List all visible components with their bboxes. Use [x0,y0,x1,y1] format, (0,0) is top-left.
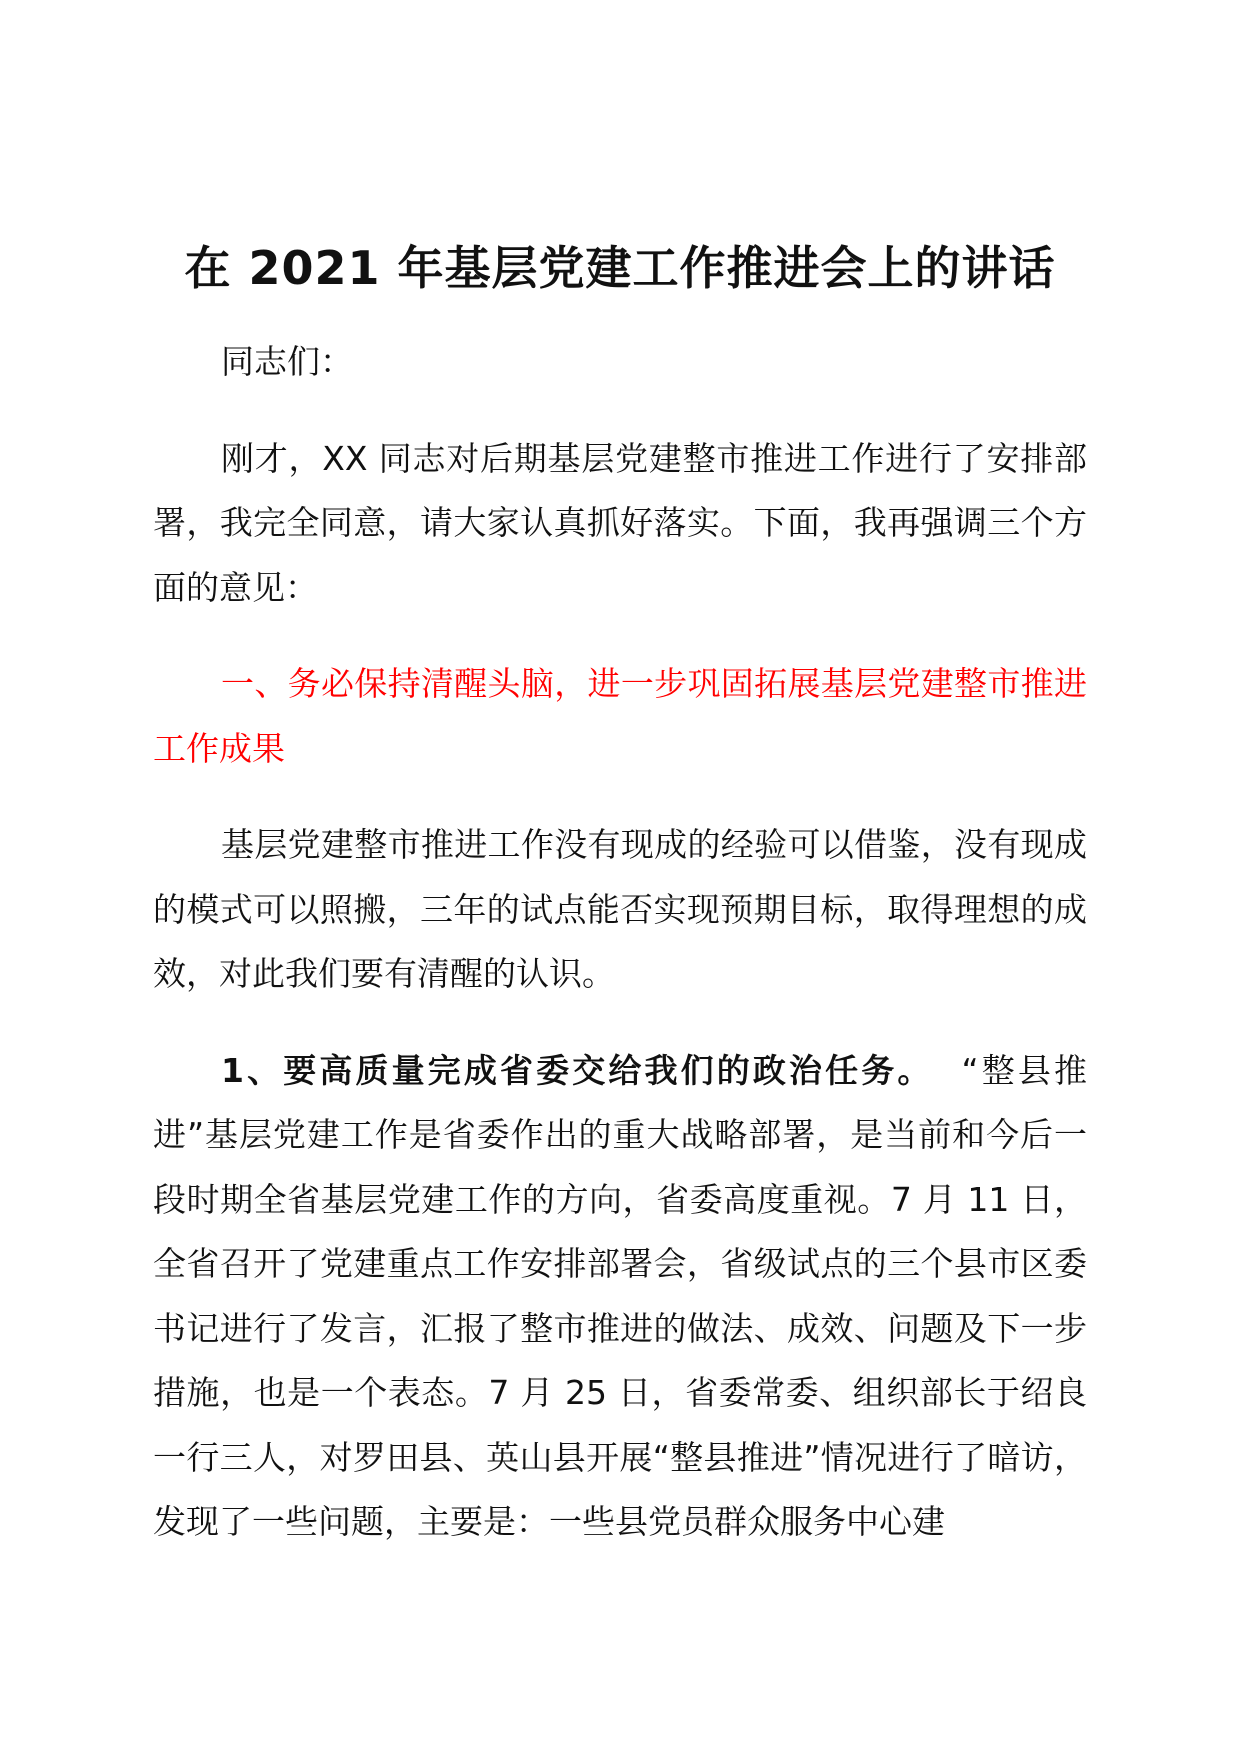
document-title: 在 2021 年基层党建工作推进会上的讲话 [184,241,1056,295]
section-heading-1: 一、务必保持清醒头脑，进一步巩固拓展基层党建整市推进工作成果 [153,664,1087,768]
point-1-paragraph [153,1039,1087,1555]
section-1-paragraph: 基层党建整市推进工作没有现成的经验可以借鉴，没有现成的模式可以照搬，三年的试点能否实现预期目标，取得理想的成效，对此我们要有清醒的认识。 [153,825,1087,993]
greeting: 同志们： [221,342,353,381]
point-1-body: “整县推进”基层党建工作是省委作出的重大战略部署，是当前和今后一段时期全省基层党建工作的方向，省委高度重视。7 月 11 日，全省召开了党建重点工作安排部署会，省级试点的三个县市区委书记进行了发言，汇报了整市推进的做法、成效、问题及下一步措施，也是一个表态。7 月 25 日，省委常委、组织部长于绍良一行三人，对罗田县、英山县开展“整县推进”情况进行了暗访，发现了一些问题，主要是：一些县党员群众服务中心建 [153,1050,1087,1541]
point-1-lead: 1、要高质量完成省委交给我们的政治任务。 [221,1050,934,1090]
document-body [153,330,1087,1555]
intro-paragraph: 刚才，XX 同志对后期基层党建整市推进工作进行了安排部署，我完全同意，请大家认真抓好落实。下面，我再强调三个方面的意见： [153,438,1087,607]
